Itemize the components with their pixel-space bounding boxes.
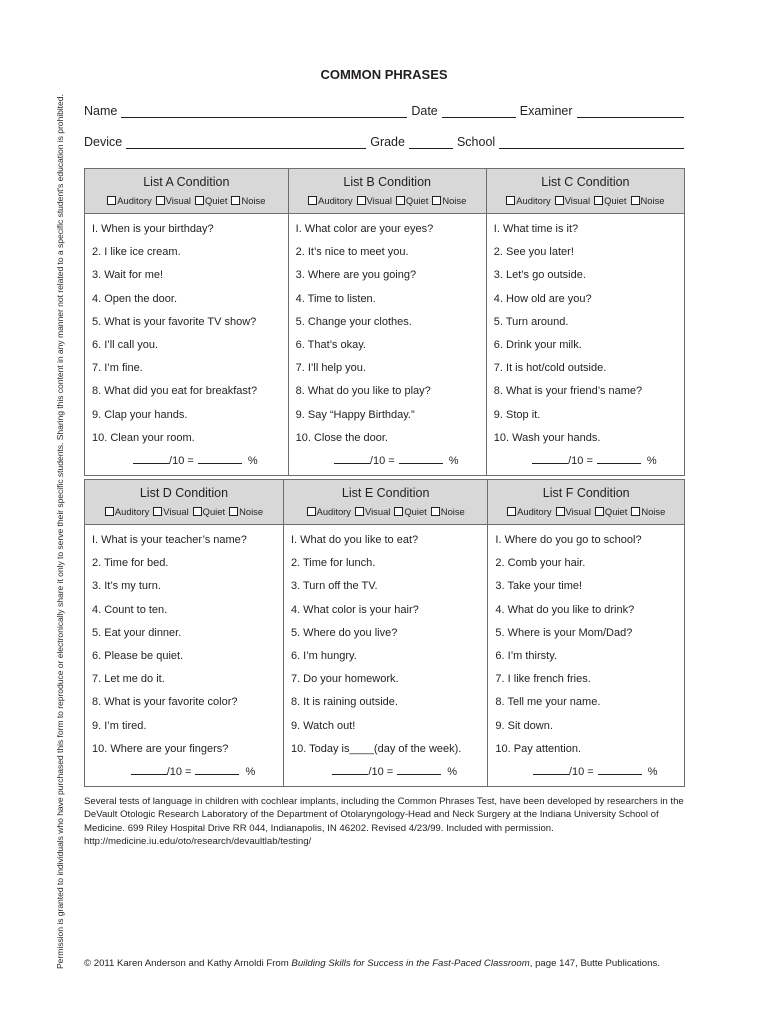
list-item: 10. Pay attention. — [495, 742, 582, 755]
checkbox[interactable] — [594, 196, 603, 205]
score-line — [291, 761, 480, 783]
list-item: 9. I’m tired. — [92, 719, 147, 732]
list-item: 3. Turn off the TV. — [290, 580, 378, 593]
condition-option — [193, 506, 225, 517]
list-item: 8. What is your friend’s name? — [493, 385, 643, 398]
copyright-before: © 2011 Karen Anderson and Kathy Arnoldi From — [84, 958, 292, 969]
checkbox[interactable] — [308, 196, 317, 205]
score-text: /10 = — [568, 765, 594, 778]
condition-option — [432, 195, 466, 206]
score-percent-blank[interactable] — [598, 764, 642, 775]
score-percent-sign: % — [448, 454, 459, 467]
list-item: 3. Wait for me! — [92, 269, 164, 282]
list-title: List A Condition — [143, 175, 230, 189]
condition-option — [556, 506, 591, 517]
copyright-after: , page 147, Butte Publications. — [529, 958, 660, 969]
checkbox[interactable] — [506, 196, 515, 205]
checkbox[interactable] — [153, 507, 162, 516]
lists-table-top — [84, 168, 685, 476]
list-title: List C Condition — [541, 175, 630, 189]
option-label: Auditory — [516, 195, 551, 206]
option-label: Quiet — [202, 506, 226, 517]
condition-option — [231, 195, 265, 206]
list-item: 10. Today is____(day of the week). — [290, 742, 462, 755]
option-label: Noise — [442, 195, 467, 206]
list-c-condition — [486, 169, 684, 214]
condition-option — [195, 195, 227, 206]
condition-option — [506, 195, 550, 206]
list-b-items — [288, 214, 486, 476]
score-correct-blank[interactable] — [532, 453, 568, 464]
list-item: 3. It’s my turn. — [92, 580, 161, 593]
checkbox[interactable] — [555, 196, 564, 205]
score-correct-blank[interactable] — [332, 764, 368, 775]
list-item: 9. Clap your hands. — [92, 408, 188, 421]
condition-option — [595, 506, 627, 517]
list-item: 9. Stop it. — [493, 408, 541, 421]
list-item: 8. What do you like to play? — [295, 385, 431, 398]
list-a-items — [85, 214, 289, 476]
condition-option — [308, 195, 352, 206]
list-item: 2. Time for bed. — [92, 557, 169, 570]
list-item: 10. Wash your hands. — [493, 431, 601, 444]
score-line — [92, 450, 281, 472]
score-correct-blank[interactable] — [533, 764, 569, 775]
checkbox[interactable] — [307, 507, 316, 516]
option-label: Auditory — [114, 506, 150, 517]
checkbox[interactable] — [105, 507, 114, 516]
list-item: 4. How old are you? — [493, 292, 592, 305]
checkbox[interactable] — [631, 196, 640, 205]
header-row-1 — [84, 102, 684, 118]
option-label: Quiet — [604, 195, 627, 206]
score-text: /10 = — [368, 765, 394, 778]
option-label: Noise — [640, 195, 665, 206]
list-item: 10. Close the door. — [295, 431, 388, 444]
checkbox[interactable] — [631, 507, 640, 516]
checkbox[interactable] — [556, 507, 565, 516]
option-label: Visual — [564, 195, 591, 206]
list-e-condition — [283, 480, 487, 525]
list-d-items — [85, 525, 284, 787]
list-item: 4. Count to ten. — [92, 603, 168, 616]
option-label: Noise — [641, 506, 666, 517]
list-item: 4. What color is your hair? — [290, 603, 419, 616]
book-title: Building Skills for Success in the Fast-Paced Classroom — [291, 958, 530, 969]
list-item: 5. Where do you live? — [290, 626, 398, 639]
condition-option — [394, 506, 426, 517]
condition-option — [431, 506, 465, 517]
condition-option — [229, 506, 263, 517]
checkbox[interactable] — [431, 507, 440, 516]
list-item: 9. Watch out! — [290, 719, 356, 732]
device-label: Device — [84, 135, 123, 149]
list-item: 7. I like french fries. — [495, 673, 591, 686]
name-field[interactable] — [121, 105, 407, 118]
list-item: 6. Please be quiet. — [92, 649, 184, 662]
list-title: List E Condition — [341, 486, 430, 500]
list-item: 2. I like ice cream. — [92, 246, 181, 259]
list-item: 10. Where are your fingers? — [92, 742, 229, 755]
list-c-items — [486, 214, 684, 476]
list-item: 10. Clean your room. — [92, 431, 195, 444]
option-label: Quiet — [405, 195, 429, 206]
score-correct-blank[interactable] — [133, 453, 169, 464]
condition-options — [289, 195, 486, 206]
examiner-field[interactable] — [577, 105, 684, 118]
school-label: School — [456, 135, 496, 149]
list-item: I. When is your birthday? — [92, 223, 214, 235]
score-percent-sign: % — [245, 765, 256, 778]
permission-notice: Permission is granted to individuals who have purchased this form to reproduce or electronically share it only to serve their specific students. Sharing this content in any manner not related to a specific student's education is prohibited. — [55, 94, 65, 969]
score-correct-blank[interactable] — [131, 764, 167, 775]
list-item: 5. Eat your dinner. — [92, 626, 182, 639]
list-title: List B Condition — [343, 175, 431, 189]
list-item: 5. What is your favorite TV show? — [92, 315, 257, 328]
condition-option — [396, 195, 428, 206]
list-title: List F Condition — [542, 486, 630, 500]
list-item: 7. It is hot/cold outside. — [493, 362, 607, 375]
list-item: 7. Do your homework. — [290, 673, 399, 686]
option-label: Auditory — [318, 195, 353, 206]
checkbox[interactable] — [231, 196, 240, 205]
score-line — [495, 761, 677, 783]
list-item: 6. I’m hungry. — [290, 649, 357, 662]
list-item: 7. I’ll help you. — [295, 362, 366, 375]
condition-option — [594, 195, 626, 206]
option-label: Auditory — [517, 506, 552, 517]
list-item: 2. Time for lunch. — [290, 557, 376, 570]
checkbox[interactable] — [507, 507, 516, 516]
checkbox[interactable] — [595, 507, 604, 516]
list-item: I. What do you like to eat? — [290, 534, 419, 546]
page-title: COMMON PHRASES — [320, 67, 448, 82]
condition-option — [105, 506, 149, 517]
score-percent-blank[interactable] — [399, 453, 443, 464]
list-item: 2. See you later! — [493, 246, 574, 259]
option-label: Visual — [365, 506, 391, 517]
list-item: 9. Say “Happy Birthday.” — [295, 408, 415, 421]
score-text: /10 = — [369, 454, 395, 467]
list-e-items — [283, 525, 487, 787]
list-title: List D Condition — [139, 486, 229, 500]
option-label: Quiet — [205, 195, 228, 206]
list-item: 5. Where is your Mom/Dad? — [495, 626, 633, 639]
option-label: Quiet — [604, 506, 628, 517]
score-percent-sign: % — [647, 765, 658, 778]
score-line — [92, 761, 276, 783]
list-item: 5. Change your clothes. — [295, 315, 412, 328]
score-correct-blank[interactable] — [334, 453, 370, 464]
checkbox[interactable] — [357, 196, 366, 205]
school-field[interactable] — [499, 136, 684, 149]
list-item: 6. I’m thirsty. — [495, 649, 557, 662]
list-d-condition — [85, 480, 284, 525]
name-label: Name — [84, 104, 118, 118]
condition-option — [153, 506, 188, 517]
score-percent-blank[interactable] — [195, 764, 239, 775]
checkbox[interactable] — [107, 196, 116, 205]
checkbox[interactable] — [193, 507, 202, 516]
copyright — [84, 958, 694, 969]
score-percent-sign: % — [646, 454, 657, 467]
score-percent-sign: % — [447, 765, 457, 778]
list-item: 6. I’ll call you. — [92, 338, 159, 351]
condition-option — [107, 195, 151, 206]
option-label: Visual — [165, 195, 192, 206]
score-line — [296, 450, 479, 472]
option-label: Auditory — [316, 506, 351, 517]
device-field[interactable] — [126, 136, 366, 149]
option-label: Noise — [241, 195, 266, 206]
list-item: 4. What do you like to drink? — [495, 603, 635, 616]
list-f-items — [488, 525, 685, 787]
list-item: 7. Let me do it. — [92, 673, 165, 686]
list-b-condition — [288, 169, 486, 214]
footnote: Several tests of language in children with cochlear implants, including the Common Phrases Test, have been developed by researchers in the DeVault Otologic Research Laboratory of the Department of Otolaryngology-Head and Neck Surgery at the Indiana University School of Medicine. 699 Riley Hospital Drive RR 044, Indianapolis, IN 46202. Revised 4/23/99. Included with permission. http://medicine.iu.edu/oto/research/devaultlab/testing/ — [84, 796, 684, 848]
option-label: Quiet — [404, 506, 427, 517]
header-row-2 — [84, 133, 684, 149]
condition-options — [487, 195, 684, 206]
list-item: I. What is your teacher’s name? — [92, 534, 247, 546]
checkbox[interactable] — [396, 196, 405, 205]
condition-options — [85, 195, 288, 206]
condition-option — [156, 195, 191, 206]
condition-option — [357, 195, 392, 206]
examiner-label: Examiner — [519, 104, 573, 118]
list-item: 3. Where are you going? — [295, 269, 417, 282]
option-label: Visual — [366, 195, 392, 206]
condition-option — [631, 195, 665, 206]
score-percent-blank[interactable] — [597, 453, 641, 464]
list-item: 8. It is raining outside. — [290, 696, 398, 709]
checkbox[interactable] — [156, 196, 165, 205]
list-item: 6. Drink your milk. — [493, 338, 582, 351]
condition-option — [631, 506, 665, 517]
date-label: Date — [411, 104, 438, 118]
list-item: 3. Let’s go outside. — [493, 269, 586, 282]
option-label: Visual — [565, 506, 591, 517]
list-item: 4. Open the door. — [92, 292, 178, 305]
score-text: /10 = — [166, 765, 192, 778]
score-percent-blank[interactable] — [198, 453, 242, 464]
condition-option — [555, 195, 590, 206]
score-text: /10 = — [568, 454, 593, 467]
checkbox[interactable] — [394, 507, 403, 516]
option-label: Noise — [239, 506, 264, 517]
grade-field[interactable] — [409, 136, 453, 149]
list-item: 7. I’m fine. — [92, 362, 143, 375]
list-f-condition — [488, 480, 685, 525]
list-item: I. What color are your eyes? — [295, 223, 434, 235]
date-field[interactable] — [442, 105, 516, 118]
list-item: 8. What did you eat for breakfast? — [92, 385, 258, 398]
list-item: 8. Tell me your name. — [495, 696, 601, 709]
option-label: Noise — [440, 506, 465, 517]
checkbox[interactable] — [195, 196, 204, 205]
option-label: Auditory — [117, 195, 152, 206]
list-item: 4. Time to listen. — [295, 292, 376, 305]
list-a-condition — [85, 169, 289, 214]
list-item: 8. What is your favorite color? — [92, 696, 238, 709]
score-percent-sign: % — [247, 454, 258, 467]
list-item: 3. Take your time! — [495, 580, 583, 593]
condition-option — [355, 506, 390, 517]
score-text: /10 = — [169, 454, 194, 467]
list-item: 6. That’s okay. — [295, 338, 366, 351]
condition-options — [85, 506, 283, 517]
list-item: I. What time is it? — [493, 223, 579, 235]
score-percent-blank[interactable] — [397, 764, 441, 775]
condition-option — [307, 506, 351, 517]
score-line — [494, 450, 677, 472]
grade-label: Grade — [370, 135, 405, 149]
lists-table-bottom — [84, 479, 685, 787]
condition-option — [507, 506, 551, 517]
list-item: 9. Sit down. — [495, 719, 553, 732]
checkbox[interactable] — [432, 196, 441, 205]
list-item: 5. Turn around. — [493, 315, 569, 328]
list-item: I. Where do you go to school? — [495, 534, 642, 546]
condition-options — [488, 506, 684, 517]
option-label: Visual — [163, 506, 189, 517]
list-item: 2. Comb your hair. — [495, 557, 586, 570]
condition-options — [284, 506, 487, 517]
checkbox[interactable] — [229, 507, 238, 516]
checkbox[interactable] — [355, 507, 364, 516]
list-item: 2. It’s nice to meet you. — [295, 246, 409, 259]
